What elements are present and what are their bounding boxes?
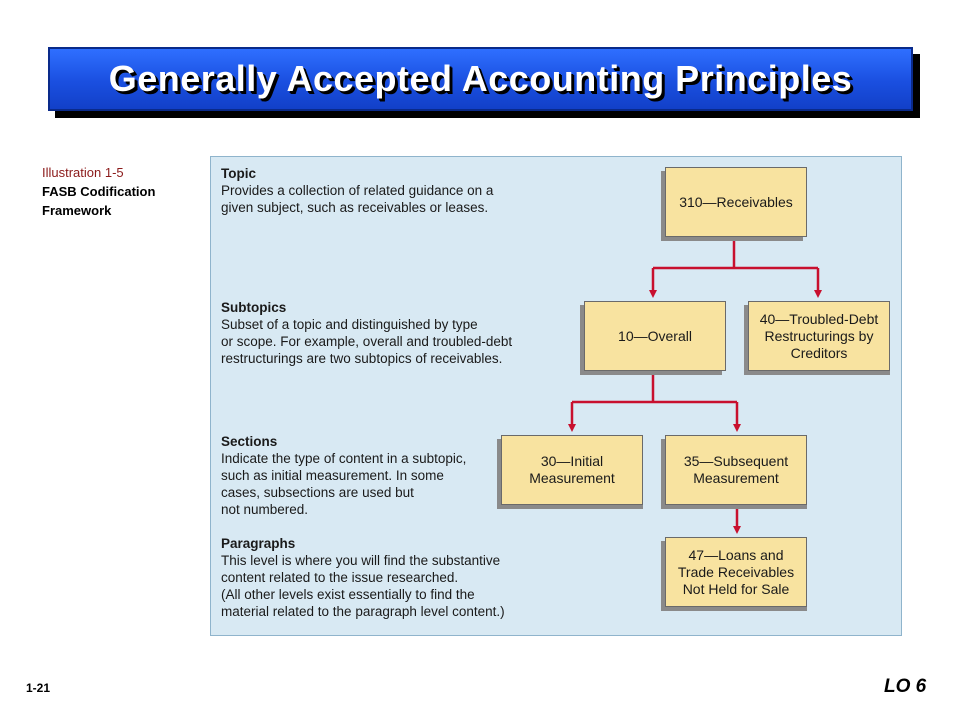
- paragraphs-text: This level is where you will find the substantive content related to the issue researched. (All other levels exist essentially to find the material related to the paragraph level content.): [221, 553, 505, 619]
- topic-heading: Topic: [221, 166, 256, 181]
- troubled-debt-box: 40—Troubled-Debt Restructurings by Creditors: [748, 301, 890, 371]
- subtopics-heading: Subtopics: [221, 300, 287, 315]
- topic-text: Provides a collection of related guidance on a given subject, such as receivables or leases.: [221, 183, 494, 215]
- slide-number: 1-21: [26, 681, 51, 695]
- receivables-box: 310—Receivables: [665, 167, 807, 237]
- illustration-name-line1: FASB Codification: [42, 184, 156, 199]
- overall-box: 10—Overall: [584, 301, 726, 371]
- initial-measurement-box: 30—Initial Measurement: [501, 435, 643, 505]
- sections-text: Indicate the type of content in a subtopic, such as initial measurement. In some cases, subsections are used but not numbered.: [221, 451, 467, 517]
- illustration-number: Illustration 1-5: [42, 165, 124, 180]
- illustration-name-line2: Framework: [42, 203, 112, 218]
- subsequent-measurement-box: 35—Subsequent Measurement: [665, 435, 807, 505]
- loans-box: 47—Loans and Trade Receivables Not Held for Sale: [665, 537, 807, 607]
- slide-title: Generally Accepted Accounting Principles: [108, 58, 853, 99]
- paragraphs-heading: Paragraphs: [221, 536, 296, 551]
- sections-heading: Sections: [221, 434, 278, 449]
- learning-objective: LO 6: [884, 676, 927, 697]
- subtopics-text: Subset of a topic and distinguished by type or scope. For example, overall and troubled-debt restructurings are two subtopics of receivables.: [221, 317, 513, 366]
